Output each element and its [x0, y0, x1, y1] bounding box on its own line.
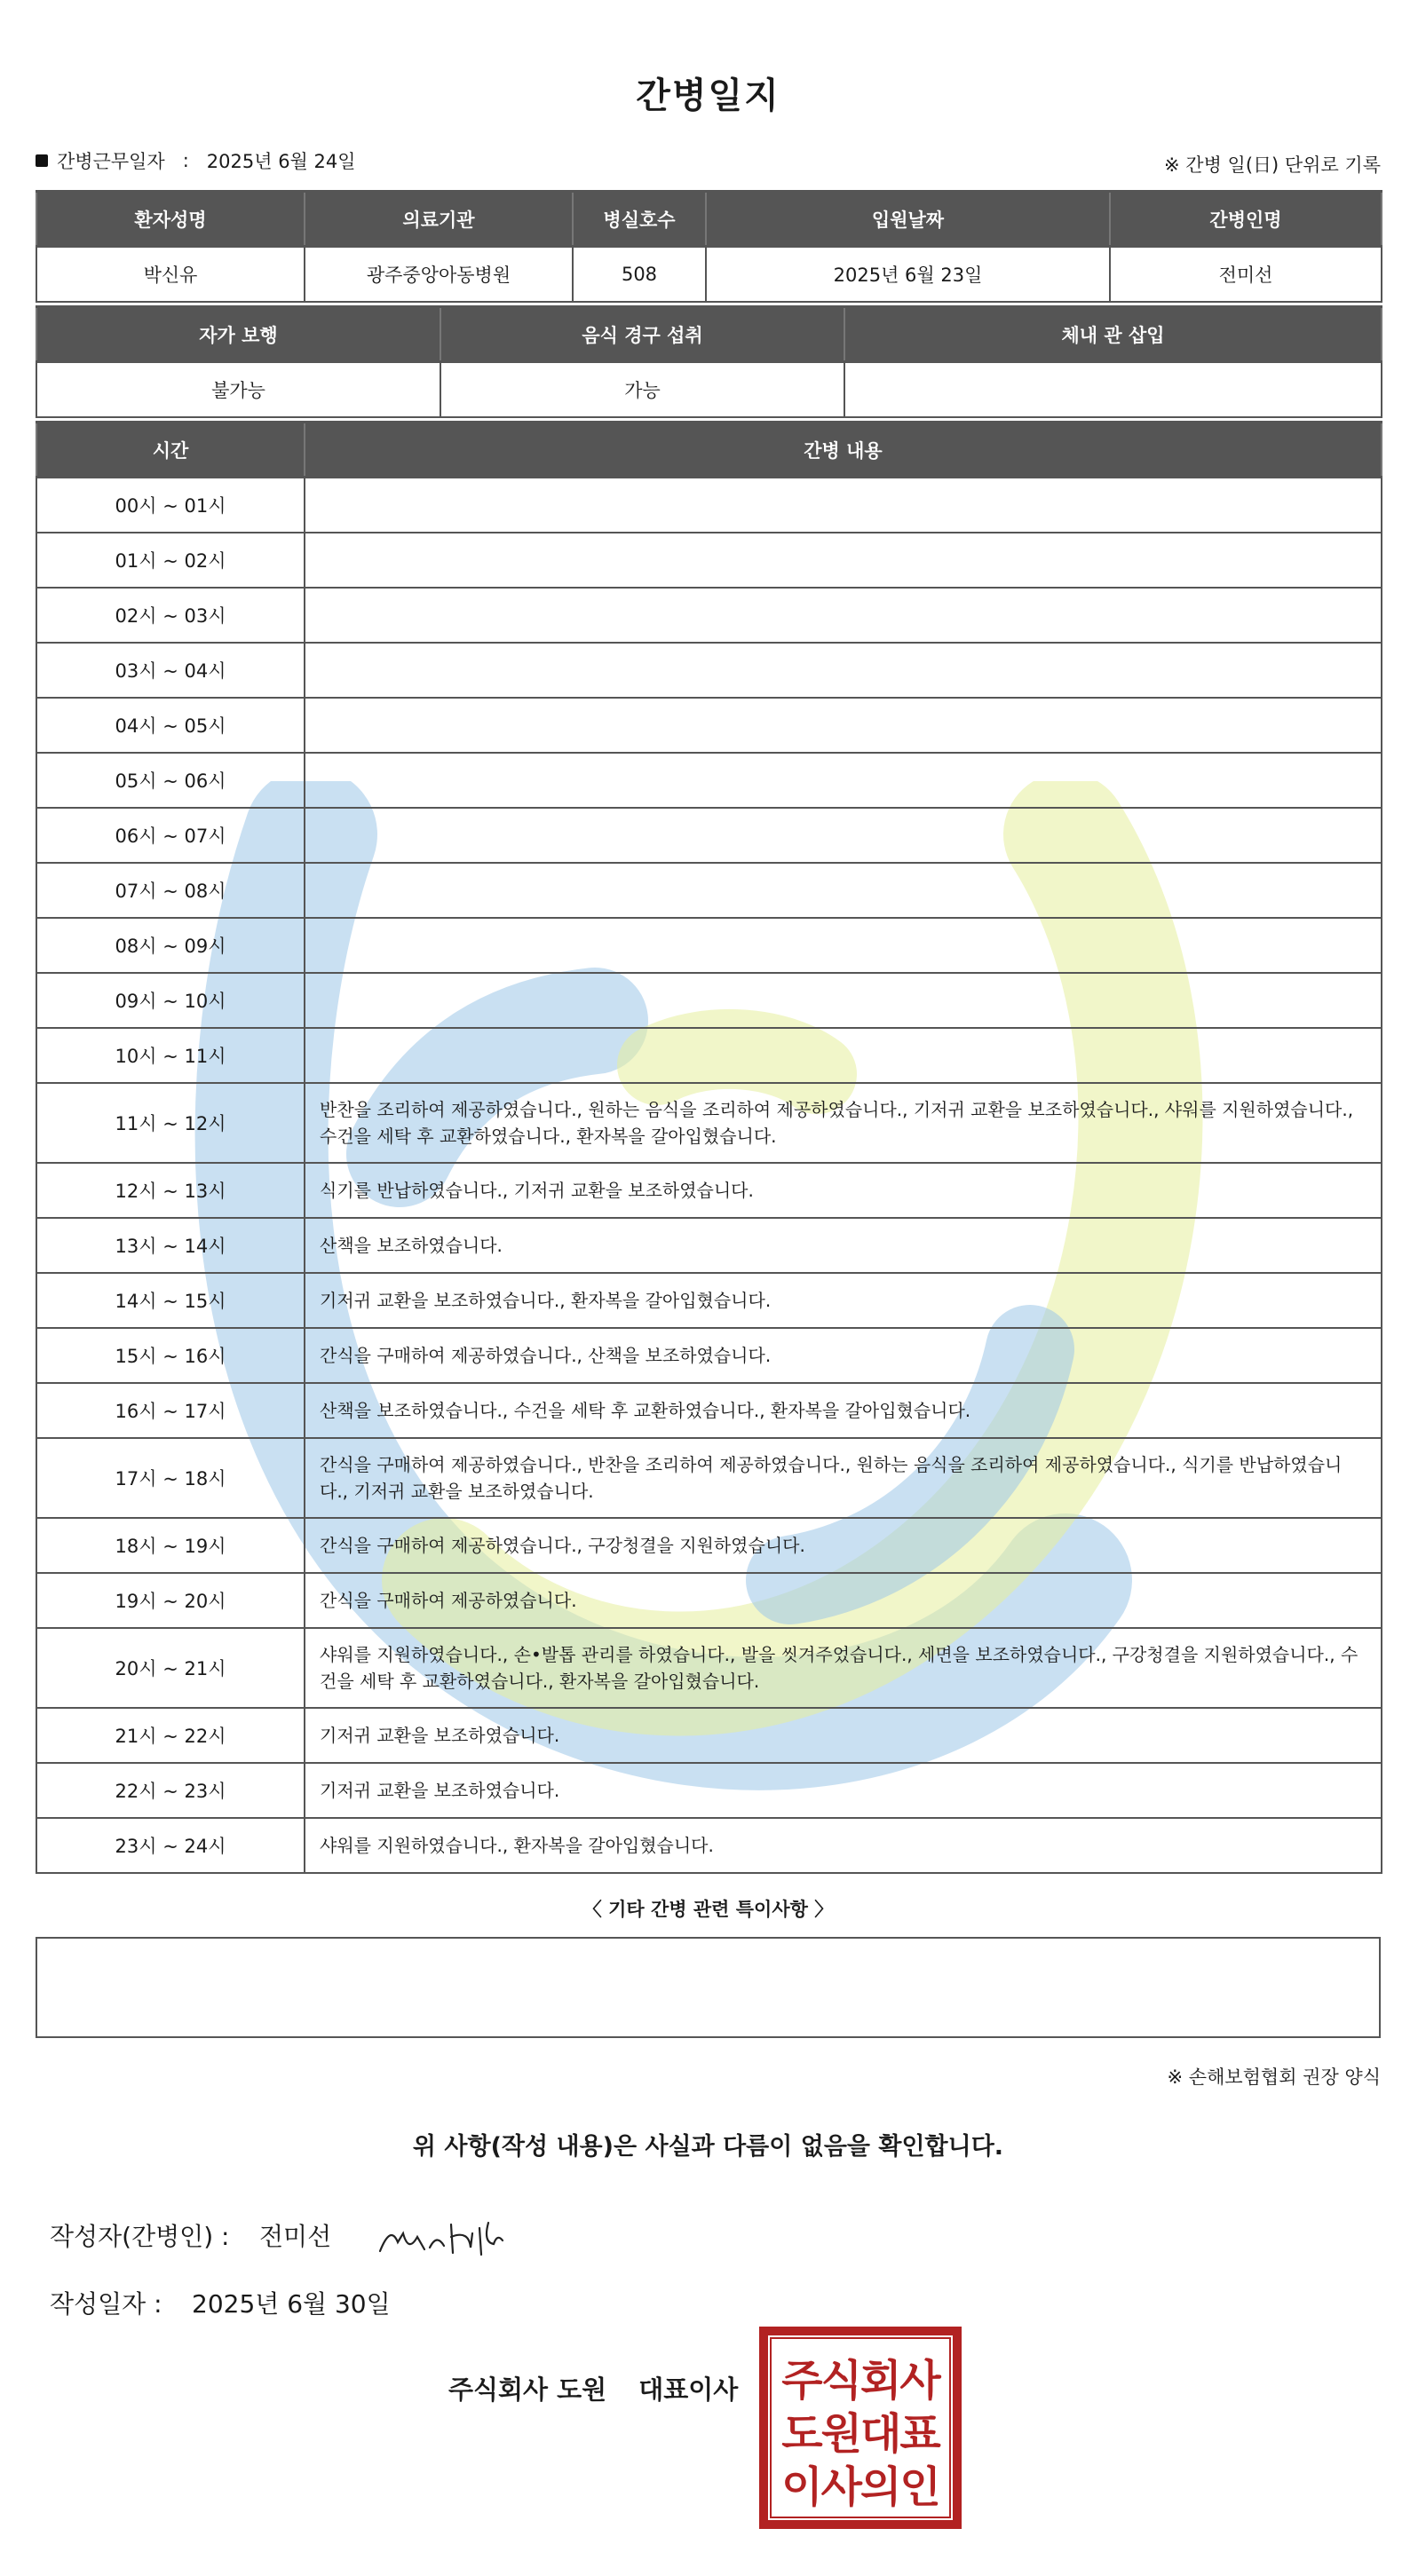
- care-log-time: 16시 ~ 17시: [36, 1383, 305, 1438]
- care-log-content: 반찬을 조리하여 제공하였습니다., 원하는 음식을 조리하여 제공하였습니다., 기저귀 교환을 보조하였습니다., 샤워를 지원하였습니다., 수건을 세탁 후 교환하였습니다., 환자복을 갈아입혔습니다.: [305, 1083, 1382, 1163]
- care-log-content: [305, 808, 1382, 863]
- care-log-row: [36, 588, 1382, 643]
- hospital-name: 광주중앙아동병원: [305, 247, 573, 302]
- care-log-time: 20시 ~ 21시: [36, 1628, 305, 1708]
- work-date: [36, 147, 356, 174]
- admission-date: 2025년 6월 23일: [706, 247, 1110, 302]
- care-log-row: [36, 478, 1382, 533]
- written-date-label: 작성일자 :: [50, 2289, 162, 2319]
- care-log-row: [36, 1083, 1382, 1163]
- header-self-walking: 자가 보행: [36, 307, 440, 362]
- care-log-row: [36, 1028, 1382, 1083]
- care-log-content: [305, 918, 1382, 973]
- care-log-row: [36, 1273, 1382, 1328]
- status-header-row: [36, 307, 1382, 362]
- header-admission-date: 입원날짜: [706, 192, 1110, 247]
- caregiver-name: 전미선: [1110, 247, 1382, 302]
- care-log-content: 산책을 보조하였습니다.: [305, 1218, 1382, 1273]
- care-log-time: 11시 ~ 12시: [36, 1083, 305, 1163]
- work-date-label: 간병근무일자: [57, 151, 165, 172]
- care-log-row: [36, 1328, 1382, 1383]
- company-seal-stamp: [758, 2326, 962, 2530]
- special-notes-box: [36, 1937, 1381, 2038]
- care-log-time: 15시 ~ 16시: [36, 1328, 305, 1383]
- care-log-row: [36, 1163, 1382, 1218]
- care-log-time: 22시 ~ 23시: [36, 1763, 305, 1818]
- care-log-content: [305, 973, 1382, 1028]
- care-log-time: 03시 ~ 04시: [36, 643, 305, 698]
- patient-status-table: [36, 305, 1382, 418]
- record-unit-note: ※ 간병 일(日) 단위로 기록: [1164, 154, 1381, 176]
- care-log-time: 13시 ~ 14시: [36, 1218, 305, 1273]
- work-date-row: [36, 147, 1381, 179]
- care-log-row: [36, 1518, 1382, 1573]
- written-date-value: 2025년 6월 30일: [192, 2289, 391, 2319]
- writer-name: 전미선: [259, 2222, 332, 2251]
- status-value-row: [36, 362, 1382, 417]
- care-log-time: 00시 ~ 01시: [36, 478, 305, 533]
- writer-row: [50, 2217, 331, 2253]
- care-log-row: [36, 643, 1382, 698]
- company-name: 주식회사 도원: [448, 2375, 607, 2405]
- header-room: 병실호수: [573, 192, 706, 247]
- care-log-time: 07시 ~ 08시: [36, 863, 305, 918]
- room-number: 508: [573, 247, 706, 302]
- care-log-time: 05시 ~ 06시: [36, 753, 305, 808]
- page-title: 간병일지: [636, 75, 780, 116]
- care-log-content: 간식을 구매하여 제공하였습니다., 반찬을 조리하여 제공하였습니다., 원하는 음식을 조리하여 제공하였습니다., 식기를 반납하였습니다., 기저귀 교환을 보조하였습니다.: [305, 1438, 1382, 1518]
- care-log-content: [305, 533, 1382, 588]
- care-log-time: 23시 ~ 24시: [36, 1818, 305, 1873]
- patient-info-value-row: [36, 247, 1382, 302]
- care-log-row: [36, 808, 1382, 863]
- self-walking-value: 불가능: [36, 362, 440, 417]
- patient-info-table: [36, 190, 1382, 303]
- header-patient-name: 환자성명: [36, 192, 305, 247]
- care-log-row: [36, 918, 1382, 973]
- written-date-row: [50, 2285, 391, 2320]
- care-log-content: [305, 643, 1382, 698]
- svg-text:도원대표: 도원대표: [781, 2409, 939, 2459]
- care-log-time: 06시 ~ 07시: [36, 808, 305, 863]
- care-log-row: [36, 1708, 1382, 1763]
- header-oral-intake: 음식 경구 섭취: [440, 307, 844, 362]
- care-log-content: 산책을 보조하였습니다., 수건을 세탁 후 교환하였습니다., 환자복을 갈아입혔습니다.: [305, 1383, 1382, 1438]
- header-time: 시간: [36, 423, 305, 478]
- care-log-content: 기저귀 교환을 보조하였습니다., 환자복을 갈아입혔습니다.: [305, 1273, 1382, 1328]
- care-log-time: 14시 ~ 15시: [36, 1273, 305, 1328]
- care-log-row: [36, 698, 1382, 753]
- care-log-content: 샤워를 지원하였습니다., 환자복을 갈아입혔습니다.: [305, 1818, 1382, 1873]
- patient-name: 박신유: [36, 247, 305, 302]
- care-log-content: 간식을 구매하여 제공하였습니다.: [305, 1573, 1382, 1628]
- confirmation-statement: 위 사항(작성 내용)은 사실과 다름이 없음을 확인합니다.: [412, 2133, 1004, 2161]
- header-caregiver-name: 간병인명: [1110, 192, 1382, 247]
- care-log-header-row: [36, 423, 1382, 478]
- tube-insertion-value: [844, 362, 1382, 417]
- representative-title: 대표이사: [638, 2375, 739, 2405]
- care-log-content: 간식을 구매하여 제공하였습니다., 산책을 보조하였습니다.: [305, 1328, 1382, 1383]
- care-log-content: [305, 698, 1382, 753]
- recommended-form-note: ※ 손해보험협회 권장 양식: [1167, 2066, 1381, 2088]
- care-log-time: 18시 ~ 19시: [36, 1518, 305, 1573]
- care-log-time: 12시 ~ 13시: [36, 1163, 305, 1218]
- care-log-row: [36, 1438, 1382, 1518]
- care-log-row: [36, 533, 1382, 588]
- care-log-content: [305, 753, 1382, 808]
- header-hospital: 의료기관: [305, 192, 573, 247]
- company-signature-line: [448, 2370, 738, 2406]
- care-log-content: 식기를 반납하였습니다., 기저귀 교환을 보조하였습니다.: [305, 1163, 1382, 1218]
- work-date-value: 2025년 6월 24일: [206, 151, 356, 172]
- writer-label: 작성자(간병인) :: [50, 2222, 230, 2251]
- care-log-content: 기저귀 교환을 보조하였습니다.: [305, 1763, 1382, 1818]
- care-log-time: 01시 ~ 02시: [36, 533, 305, 588]
- care-log-time: 09시 ~ 10시: [36, 973, 305, 1028]
- care-log-time: 21시 ~ 22시: [36, 1708, 305, 1763]
- care-log-row: [36, 863, 1382, 918]
- header-care-content: 간병 내용: [305, 423, 1382, 478]
- care-log-time: 02시 ~ 03시: [36, 588, 305, 643]
- care-log-time: 04시 ~ 05시: [36, 698, 305, 753]
- care-log-content: [305, 1028, 1382, 1083]
- special-notes-title: 〈 기타 간병 관련 특이사항 〉: [582, 1899, 834, 1920]
- care-log-content: 샤워를 지원하였습니다., 손•발톱 관리를 하였습니다., 발을 씻겨주었습니다., 세면을 보조하였습니다., 구강청결을 지원하였습니다., 수건을 세탁 후 교환하였습니다., 환자복을 갈아입혔습니다.: [305, 1628, 1382, 1708]
- care-log-content: [305, 863, 1382, 918]
- care-log-row: [36, 1383, 1382, 1438]
- care-log-row: [36, 973, 1382, 1028]
- care-log-content: [305, 588, 1382, 643]
- care-log-content: [305, 478, 1382, 533]
- care-log-table: [36, 421, 1382, 1874]
- care-log-time: 19시 ~ 20시: [36, 1573, 305, 1628]
- patient-info-header-row: [36, 192, 1382, 247]
- care-log-row: [36, 1573, 1382, 1628]
- header-tube-insertion: 체내 관 삽입: [844, 307, 1382, 362]
- care-log-row: [36, 753, 1382, 808]
- care-log-content: 기저귀 교환을 보조하였습니다.: [305, 1708, 1382, 1763]
- square-bullet-icon: [36, 154, 48, 167]
- care-log-row: [36, 1218, 1382, 1273]
- care-log-time: 10시 ~ 11시: [36, 1028, 305, 1083]
- svg-text:주식회사: 주식회사: [781, 2356, 939, 2406]
- oral-intake-value: 가능: [440, 362, 844, 417]
- care-log-row: [36, 1628, 1382, 1708]
- care-log-row: [36, 1818, 1382, 1873]
- handwritten-signature: [371, 2198, 540, 2269]
- svg-text:이사의인: 이사의인: [781, 2462, 939, 2512]
- care-log-row: [36, 1763, 1382, 1818]
- work-date-separator: :: [182, 150, 189, 171]
- care-log-time: 08시 ~ 09시: [36, 918, 305, 973]
- care-log-time: 17시 ~ 18시: [36, 1438, 305, 1518]
- care-log-content: 간식을 구매하여 제공하였습니다., 구강청결을 지원하였습니다.: [305, 1518, 1382, 1573]
